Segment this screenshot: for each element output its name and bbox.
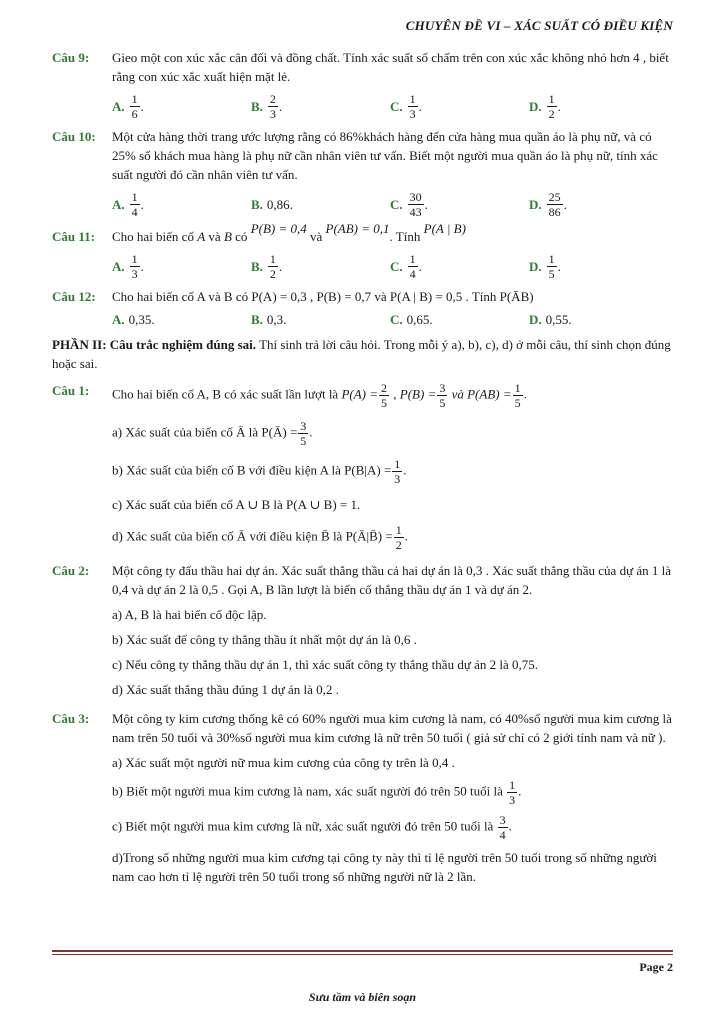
option-a[interactable]: A. $\frac{1}{6}$ . (112, 92, 144, 121)
document-body (52, 48, 674, 896)
option-a[interactable]: A. $\frac{1}{4}$ . (112, 190, 144, 219)
option-b[interactable]: B. $\frac{2}{3}$ . (251, 92, 283, 121)
q10-options (112, 190, 674, 219)
statement-c[interactable]: c) Biết một người mua kim cương là nữ, xác suất người đó trên 50 tuổi là $\frac{3}{4}$ . (112, 813, 512, 842)
question-10 (52, 127, 674, 184)
q11-options (112, 252, 674, 281)
statement-d[interactable]: d)Trong số những người mua kim cương tại công ty này thì tỉ lệ người trên 50 tuổi trong số những người nam cao hơn tỉ lệ người trên 50 tuổi trong số những người nữ là 2 lần. (112, 850, 657, 884)
question-text: Cho hai biến cố A, B có xác suất lần lượt là P(A) = $\frac{2}{5}$ , P(B) = $\frac{3}{5}$ và P(AB) = $\frac{1}{5}$ . (112, 381, 527, 410)
q9-options (112, 92, 674, 121)
tf-question-1 (52, 381, 674, 410)
question-label: Câu 9: (52, 50, 90, 65)
question-text: Cho hai biến cố A và B có P(B) = 0,4 và P(AB) = 0,1. Tính P(A | B) (112, 221, 466, 244)
statement-d[interactable]: d) Xác suất thắng thầu đúng 1 dự án là 0,2 . (112, 682, 339, 697)
option-b[interactable]: B. $\frac{1}{2}$ . (251, 252, 283, 281)
option-c[interactable]: C. $\frac{30}{43}$ . (390, 190, 428, 219)
question-label: Câu 12: (52, 289, 96, 304)
statement-a[interactable]: a) Xác suất của biến cố Ā là P(Ā) = $\frac{3}{5}$ . (112, 419, 313, 448)
option-b[interactable]: B. 0,86 . (251, 197, 293, 212)
question-label: Câu 11: (52, 229, 95, 244)
statement-c[interactable]: c) Xác suất của biến cố A ∪ B là P(A ∪ B) = 1. (112, 497, 361, 512)
statement-b[interactable]: b) Biết một người mua kim cương là nam, xác suất người đó trên 50 tuổi là $\frac{1}{3}$ . (112, 778, 522, 807)
question-label: Câu 2: (52, 563, 90, 578)
footer-divider (52, 950, 673, 952)
question-label: Câu 1: (52, 383, 90, 398)
question-text: Một công ty kim cương thống kê có 60% người mua kim cương là nam, có 40%số người mua kim cương là nam trên 50 tuổi và 30%số người mua kim cương là nữ trên 50 tuổi ( giả sử chỉ có 2 giới tính nam và nữ ). a) Xác suất một người nữ mua kim cương của công ty trên là 0,4 . b) Biết một người mua kim cương là nam, xác suất người đó trên 50 tuổi là $\frac{1}{3}$ . c) Biết một người mua kim cương là nữ, xác suất người đó trên 50 tuổi là $\frac{3}{4}$ . d)Trong số những người mua kim cương tại công ty này thì tỉ lệ người trên 50 tuổi trong số những người nam cao hơn tỉ lệ người trên 50 tuổi trong số những người nữ là 2 lần. (112, 709, 674, 892)
question-text: Một công ty đấu thầu hai dự án. Xác suất thắng thầu cả hai dự án là 0,3 . Xác suất thắng thầu của dự án 1 là 0,4 và dự án 2 là 0,5 . Gọi A, B lần lượt là biến cố thắng thầu dự án 1 và dự án 2. a) A, B là hai biến cố độc lập. b) Xác suất để công ty thắng thầu ít nhất một dự án là 0,6 . c) Nếu công ty thắng thầu dự án 1, thì xác suất công ty thắng thầu dự án 2 là 0,75. d) Xác suất thắng thầu đúng 1 dự án là 0,2 . (112, 561, 674, 705)
option-d[interactable]: D. $\frac{25}{86}$ . (529, 190, 567, 219)
tf-question-2 (52, 561, 674, 705)
option-d[interactable]: D. 0,55 . (529, 312, 572, 327)
option-c[interactable]: C. $\frac{1}{4}$ . (390, 252, 422, 281)
option-c[interactable]: C. 0,65 . (390, 312, 433, 327)
footer-credit: Sưu tầm và biên soạn (308, 990, 417, 1004)
statement-c[interactable]: c) Nếu công ty thắng thầu dự án 1, thì xác suất công ty thắng thầu dự án 2 là 0,75. (112, 657, 539, 672)
part-2-heading: PHẦN II: Câu trắc nghiệm đúng sai. Thí sinh trả lời câu hỏi. Trong mỗi ý a), b), c), d) ở mỗi câu, thí sinh chọn đúng hoặc sai. (52, 337, 671, 371)
option-b[interactable]: B. 0,3 . (251, 312, 287, 327)
option-d[interactable]: D. $\frac{1}{2}$ . (529, 92, 561, 121)
question-text: Cho hai biến cố A và B có P(A) = 0,3 , P(B) = 0,7 và P(A | B) = 0,5 . Tính P(ĀB) (112, 289, 534, 304)
statement-d[interactable]: d) Xác suất của biến cố Ā với điều kiện B̄ là P(Ā|B̄) = $\frac{1}{2}$ . (112, 523, 408, 552)
tf-question-3 (52, 709, 674, 892)
option-a[interactable]: A. 0,35 . (112, 312, 155, 327)
question-label: Câu 10: (52, 129, 96, 144)
option-c[interactable]: C. $\frac{1}{3}$ . (390, 92, 422, 121)
footer-divider-thin (52, 954, 673, 955)
question-label: Câu 3: (52, 711, 90, 726)
statement-a[interactable]: a) Xác suất một người nữ mua kim cương của công ty trên là 0,4 . (112, 755, 455, 770)
option-a[interactable]: A. $\frac{1}{3}$ . (112, 252, 144, 281)
statement-b[interactable]: b) Xác suất của biến cố B với điều kiện A là P(B|A) = $\frac{1}{3}$ . (112, 457, 407, 486)
q12-options (112, 310, 674, 329)
question-11 (52, 221, 674, 246)
question-12 (52, 287, 674, 306)
option-d[interactable]: D. $\frac{1}{5}$ . (529, 252, 561, 281)
question-9 (52, 48, 674, 86)
question-text: Gieo một con xúc xắc cân đối và đồng chất. Tính xác suất số chấm trên con xúc xắc không nhỏ hơn 4 , biết rằng con xúc xắc xuất hiện mặt lẻ. (112, 50, 669, 84)
question-text: Một cửa hàng thời trang ước lượng rằng có 86%khách hàng đến cửa hàng mua quần áo là phụ nữ, và có 25% số khách mua hàng là phụ nữ cần nhân viên tư vấn. Biết một người mua quần áo là phụ nữ, tính xác suất người đó cần nhân viên tư vấn. (112, 129, 658, 182)
statement-b[interactable]: b) Xác suất để công ty thắng thầu ít nhất một dự án là 0,6 . (112, 632, 417, 647)
statement-a[interactable]: a) A, B là hai biến cố độc lập. (112, 607, 267, 622)
page-header: CHUYÊN ĐỀ VI – XÁC SUẤT CÓ ĐIỀU KIỆN (405, 18, 673, 33)
page-number: Page 2 (639, 960, 673, 974)
